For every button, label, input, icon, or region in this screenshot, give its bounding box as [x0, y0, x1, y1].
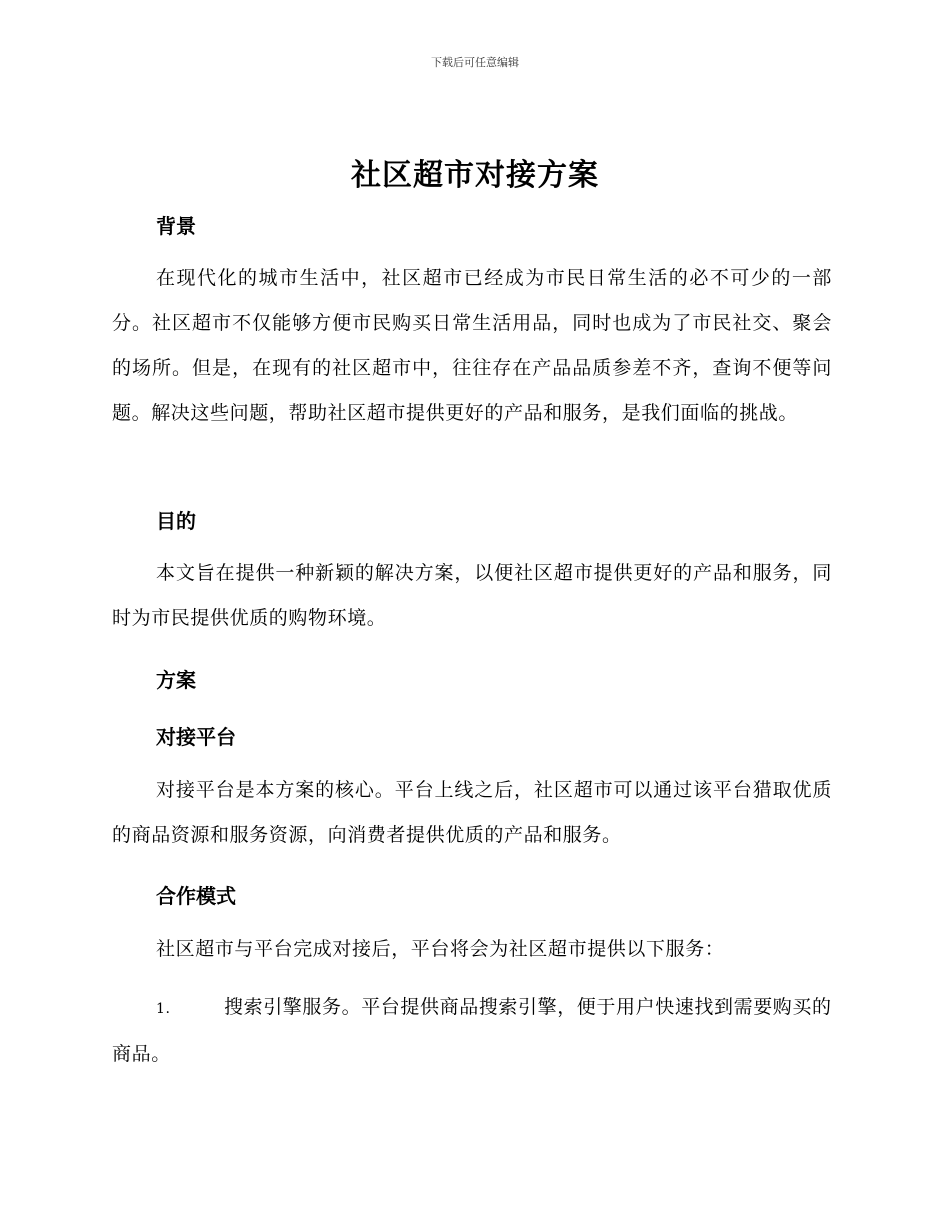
list-item-text: 搜索引擎服务。平台提供商品搜索引擎，便于用户快速找到需要购买的商品。: [112, 996, 832, 1065]
paragraph-cooperation: 社区超市与平台完成对接后，平台将会为社区超市提供以下服务：: [156, 938, 725, 960]
paragraph-background: 在现代化的城市生活中，社区超市已经成为市民日常生活的必不可少的一部分。社区超市不仅能够方便市民购买日常生活用品，同时也成为了市民社交、聚会的场所。但是，在现有的社区超市中，往往存在产品品质参差不齐，查询不便等问题。解决这些问题，帮助社区超市提供更好的产品和服务，是我们面临的挑战。: [112, 267, 832, 424]
list-item-service-1: [112, 985, 834, 1077]
document-title: 社区超市对接方案: [351, 158, 599, 193]
list-number: 1.: [156, 1001, 171, 1017]
paragraph-platform: 对接平台是本方案的核心。平台上线之后，社区超市可以通过该平台猎取优质的商品资源和服务资源，向消费者提供优质的产品和服务。: [112, 779, 832, 846]
heading-cooperation: 合作模式: [156, 884, 236, 908]
heading-plan: 方案: [156, 668, 196, 692]
heading-purpose: 目的: [156, 509, 196, 533]
paragraph-purpose: 本文旨在提供一种新颖的解决方案，以便社区超市提供更好的产品和服务，同时为市民提供优质的购物环境。: [112, 562, 832, 629]
header-note: 下载后可任意编辑: [431, 56, 519, 69]
heading-background: 背景: [156, 214, 196, 238]
heading-platform: 对接平台: [156, 725, 236, 749]
